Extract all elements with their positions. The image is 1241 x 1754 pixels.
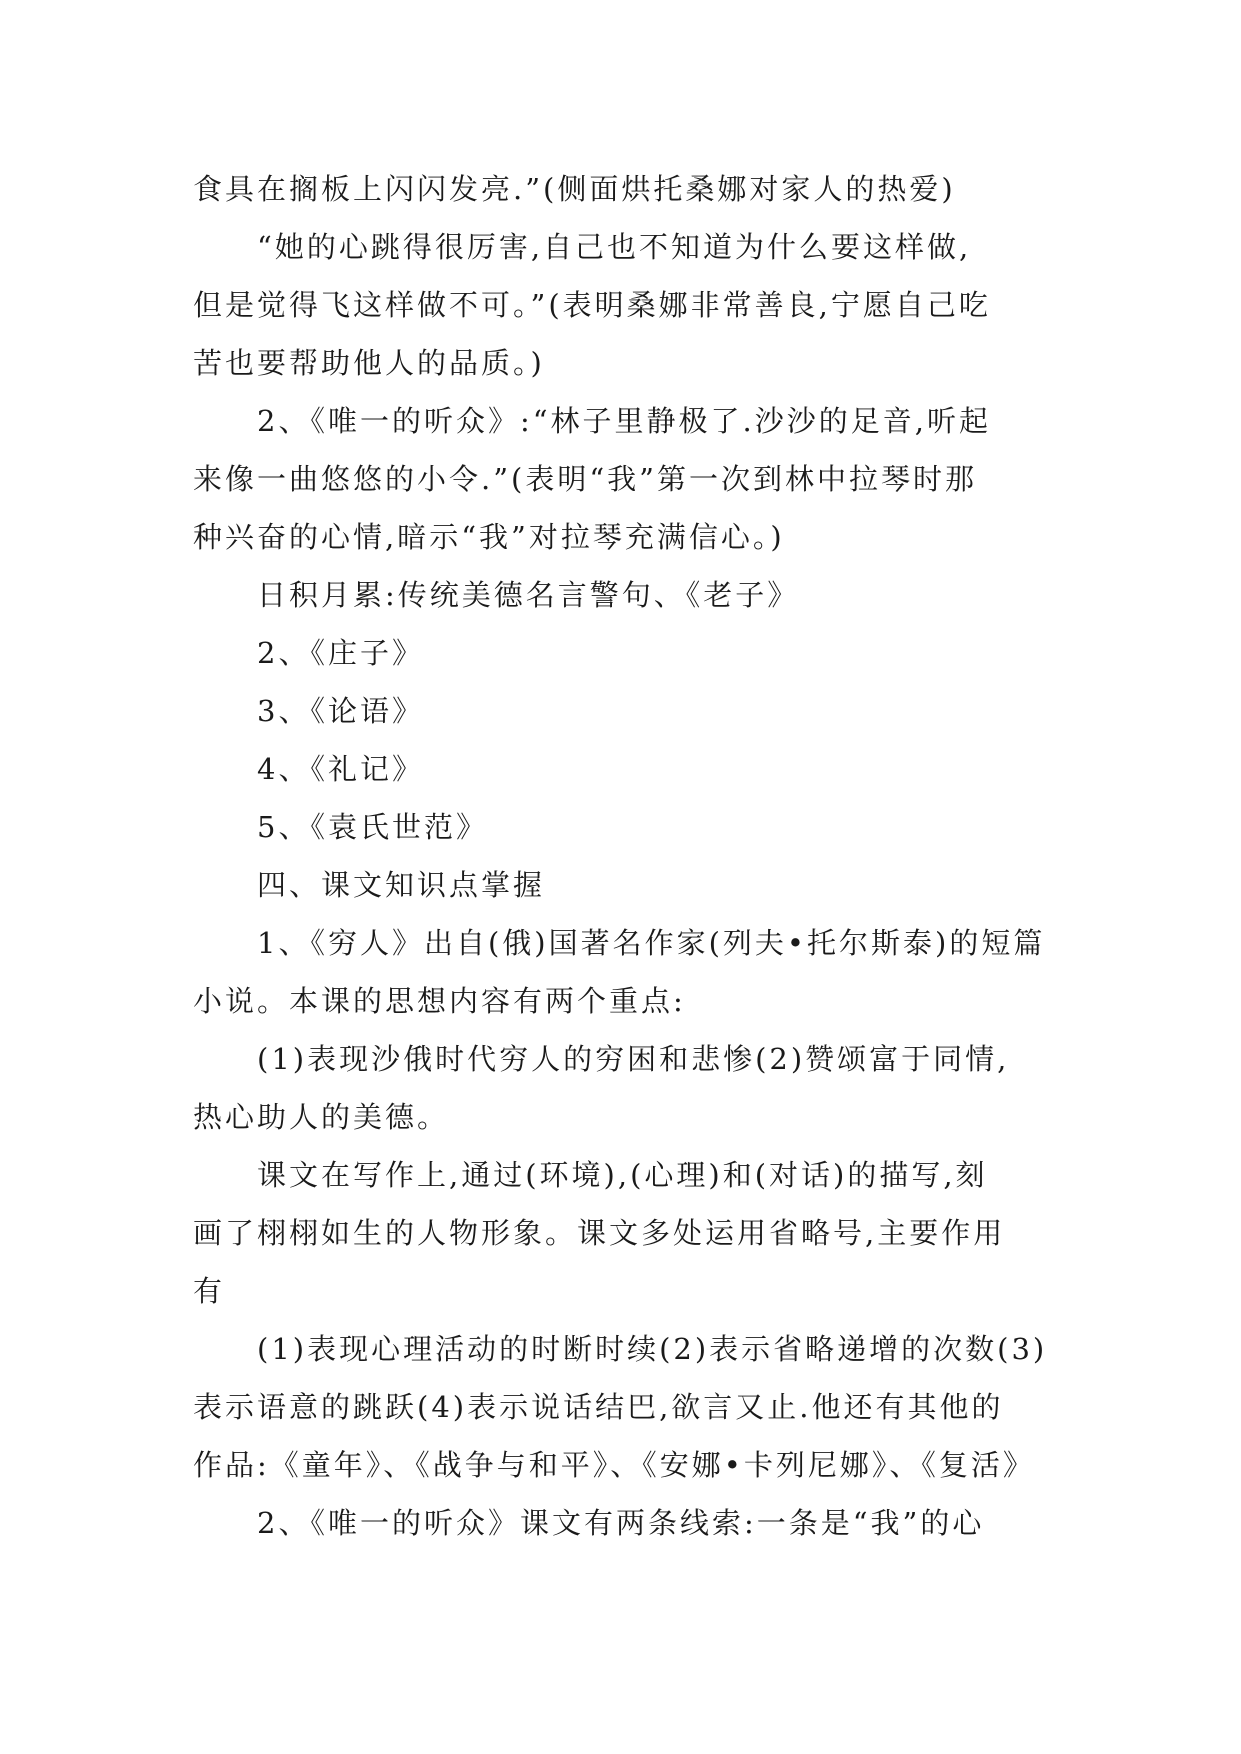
text-line: 来像一曲悠悠的小令.”(表明“我”第一次到林中拉琴时那	[193, 462, 978, 496]
list-item	[193, 624, 1073, 682]
text-line: 但是觉得飞这样做不可。”(表明桑娜非常善良,宁愿自己吃	[193, 288, 991, 322]
text-line: “她的心跳得很厉害,自己也不知道为什么要这样做,	[257, 230, 972, 264]
text-line: 热心助人的美德。	[193, 1100, 450, 1134]
document-body	[193, 160, 1073, 1552]
text-line: 种兴奋的心情,暗示“我”对拉琴充满信心。)	[193, 520, 785, 554]
text-line: 四、课文知识点掌握	[257, 868, 546, 902]
list-item	[193, 682, 1073, 740]
text-line: 苦也要帮助他人的品质。)	[193, 346, 545, 380]
paragraph	[193, 1030, 1073, 1146]
paragraph	[193, 1320, 1073, 1494]
section-heading	[193, 856, 1073, 914]
text-line: 小说。本课的思想内容有两个重点:	[193, 984, 686, 1018]
text-line: 有	[193, 1274, 226, 1308]
text-line: 课文在写作上,通过(环境),(心理)和(对话)的描写,刻	[257, 1158, 988, 1192]
text-line: 食具在搁板上闪闪发亮.”(侧面烘托桑娜对家人的热爱)	[193, 172, 956, 206]
text-line: 画了栩栩如生的人物形象。课文多处运用省略号,主要作用	[193, 1216, 1006, 1250]
text-line: 1、《穷人》出自(俄)国著名作家(列夫•托尔斯泰)的短篇	[257, 926, 1046, 960]
text-line: (1)表现沙俄时代穷人的穷困和悲惨(2)赞颂富于同情,	[257, 1042, 1010, 1076]
text-line: 5、《袁氏世范》	[257, 810, 488, 844]
paragraph	[193, 1494, 1073, 1552]
text-line: 2、《庄子》	[257, 636, 424, 670]
text-line: 表示语意的跳跃(4)表示说话结巴,欲言又止.他还有其他的	[193, 1390, 1004, 1424]
paragraph	[193, 914, 1073, 1030]
text-line: 3、《论语》	[257, 694, 424, 728]
paragraph	[193, 160, 1073, 218]
paragraph	[193, 218, 1073, 392]
list-item	[193, 740, 1073, 798]
list-item	[193, 798, 1073, 856]
text-line: 日积月累:传统美德名言警句、《老子》	[257, 578, 800, 612]
text-line: (1)表现心理活动的时断时续(2)表示省略递增的次数(3)	[257, 1332, 1048, 1366]
text-line: 2、《唯一的听众》:“林子里静极了.沙沙的足音,听起	[257, 404, 991, 438]
paragraph	[193, 1146, 1073, 1320]
paragraph	[193, 392, 1073, 566]
text-line: 2、《唯一的听众》课文有两条线索:一条是“我”的心	[257, 1506, 985, 1540]
paragraph	[193, 566, 1073, 624]
text-line: 作品:《童年》、《战争与和平》、《安娜•卡列尼娜》、《复活》	[193, 1448, 1035, 1482]
text-line: 4、《礼记》	[257, 752, 424, 786]
